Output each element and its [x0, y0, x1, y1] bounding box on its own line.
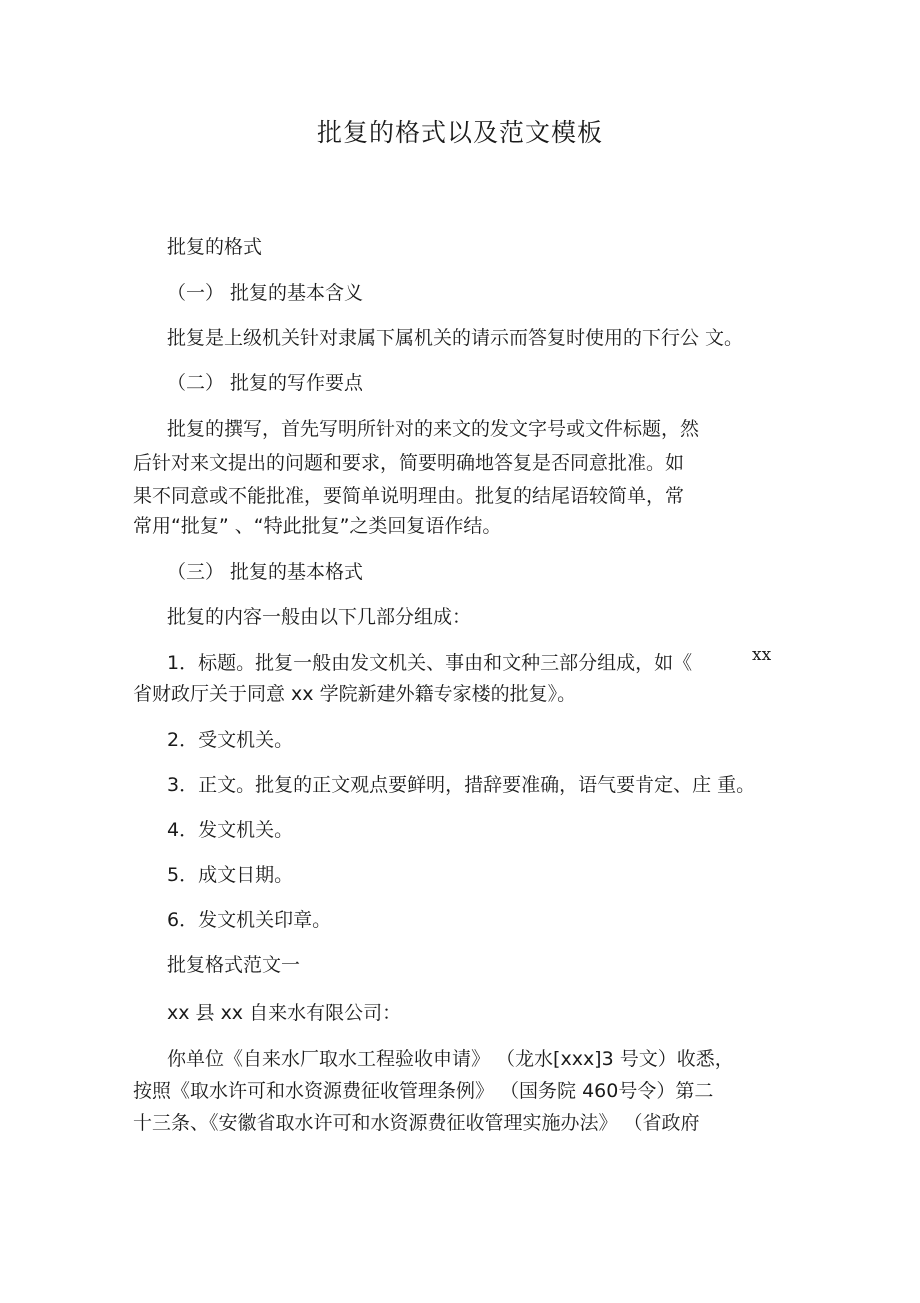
document-title: 批复的格式以及范文模板 — [316, 118, 603, 147]
example-addressee: xx 县 xx 自来水有限公司： — [167, 1002, 402, 1024]
list-item-2: 2．受文机关。 — [167, 729, 294, 751]
section-1-body: 批复是上级机关针对隶属下属机关的请示而答复时使用的下行公 文。 — [167, 327, 744, 349]
list-item-1-line-2: 省财政厅关于同意 xx 学院新建外籍专家楼的批复》。 — [133, 683, 577, 705]
list-item-6: 6．发文机关印章。 — [167, 909, 332, 931]
section-2-body-line: 后针对来文提出的问题和要求，简要明确地答复是否同意批准。如 — [133, 452, 685, 474]
example-body-line: 十三条、《安徽省取水许可和水资源费征收管理实施办法》 （省政府 — [133, 1112, 700, 1134]
example-heading: 批复格式范文一 — [167, 954, 301, 976]
list-item-5: 5．成文日期。 — [167, 864, 294, 886]
section-3-heading: （三） 批复的基本格式 — [167, 561, 364, 583]
list-item-1-xx: xx — [752, 645, 772, 665]
list-item-4: 4．发文机关。 — [167, 819, 294, 841]
section-2-body-line: 常用“批复” 、“特此批复”之类回复语作结。 — [133, 515, 502, 537]
list-item-1-line-1: 1．标题。批复一般由发文机关、事由和文种三部分组成，如《 — [167, 652, 693, 674]
section-2-heading: （二） 批复的写作要点 — [167, 372, 364, 394]
section-2-body-line: 批复的撰写，首先写明所针对的来文的发文字号或文件标题，然 — [167, 418, 700, 440]
section-3-intro: 批复的内容一般由以下几部分组成： — [167, 606, 472, 628]
example-body-line: 按照《取水许可和水资源费征收管理条例》 （国务院 460号令）第二 — [133, 1080, 714, 1102]
section-2-body-line: 果不同意或不能批准，要简单说明理由。批复的结尾语较简单，常 — [133, 485, 685, 507]
example-body-line: 你单位《自来水厂取水工程验收申请》 （龙水[xxx]3 号文）收悉， — [167, 1048, 734, 1070]
list-item-3: 3．正文。批复的正文观点要鲜明，措辞要准确，语气要肯定、庄 重。 — [167, 774, 756, 796]
section-1-heading: （一） 批复的基本含义 — [167, 282, 364, 304]
heading-format: 批复的格式 — [167, 236, 263, 258]
